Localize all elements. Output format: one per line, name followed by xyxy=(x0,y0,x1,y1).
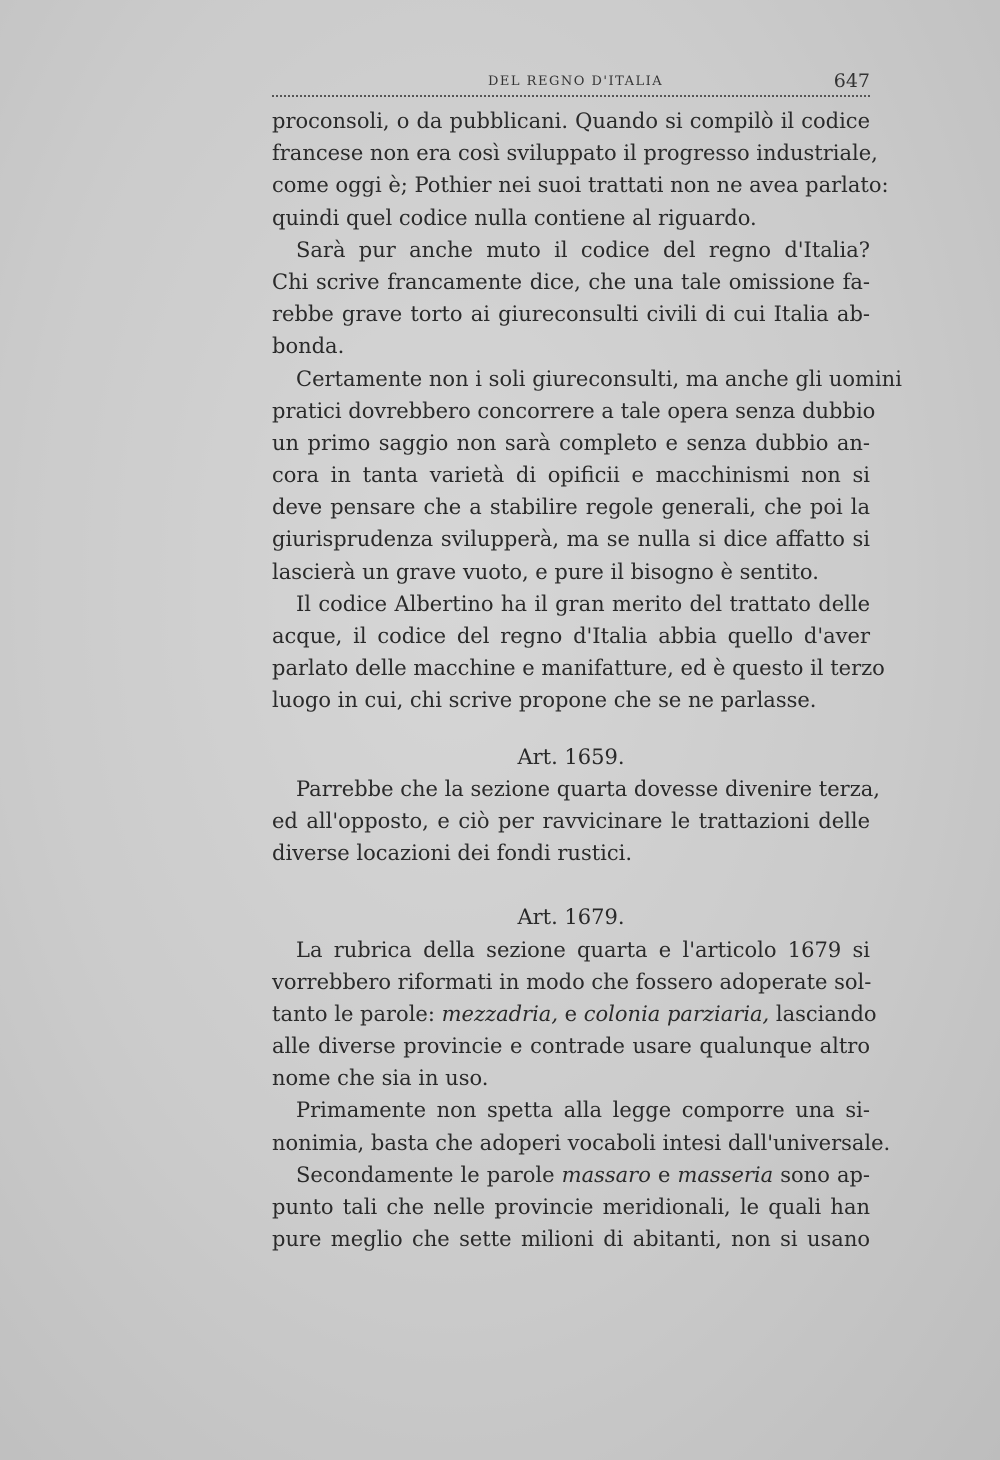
page-number: 647 xyxy=(833,70,870,92)
article-heading: Art. 1679. xyxy=(517,905,625,930)
text-line: giurisprudenza svilupperà, ma se nulla si dice affatto si xyxy=(272,527,870,552)
text-line: Primamente non spetta alla legge comporre una si- xyxy=(296,1098,870,1123)
text-run: lasciando xyxy=(769,1001,877,1026)
italic-term: massaro xyxy=(561,1162,651,1187)
text-line: proconsoli, o da pubblicani. Quando si compilò il codice xyxy=(272,109,870,133)
text-line xyxy=(272,1159,870,1191)
text-line: nome che sia in uso. xyxy=(272,1066,489,1091)
text-line: alle diverse provincie e contrade usare qualunque altro xyxy=(272,1034,870,1059)
paragraph xyxy=(272,105,889,234)
text-line: lascierà un grave vuoto, e pure il bisogno è sentito. xyxy=(272,559,819,584)
text-run: tanto le parole: xyxy=(272,1001,442,1026)
text-run: Secondamente le parole xyxy=(296,1162,562,1187)
body-text xyxy=(272,105,902,1255)
text-line: diverse locazioni dei fondi rustici. xyxy=(272,841,633,866)
spacer xyxy=(272,717,870,741)
text-run: e xyxy=(558,1001,584,1026)
italic-term: mezzadria, xyxy=(441,1001,558,1026)
text-line: Il codice Albertino ha il gran merito del trattato delle xyxy=(296,591,870,616)
article-1659 xyxy=(272,741,880,870)
text-line: Sarà pur anche muto il codice del regno d'Italia? xyxy=(296,237,870,262)
text-line: vorrebbero riformati in modo che fossero adoperate sol- xyxy=(272,969,872,994)
text-line: rebbe grave torto ai giureconsulti civili di cui Italia ab- xyxy=(272,302,870,327)
text-line: ed all'opposto, e ciò per ravvicinare le trattazioni delle xyxy=(272,808,870,833)
italic-term: masseria xyxy=(677,1162,774,1187)
text-line xyxy=(272,998,877,1030)
paragraph xyxy=(272,588,885,717)
text-line: nonimia, basta che adoperi vocaboli intesi dall'universale. xyxy=(272,1130,891,1155)
text-line: francese non era così sviluppato il progresso industriale, xyxy=(272,141,878,166)
text-run: sono ap- xyxy=(773,1162,870,1187)
header-rule xyxy=(272,95,870,97)
text-line: Certamente non i soli giureconsulti, ma anche gli uomini xyxy=(296,366,902,391)
text-line: pratici dovrebbero concorrere a tale opera senza dubbio xyxy=(272,398,876,423)
spacer xyxy=(272,869,870,901)
text-line: Chi scrive francamente dice, che una tale omissione fa- xyxy=(272,269,870,294)
text-line: come oggi è; Pothier nei suoi trattati non ne avea parlato: xyxy=(272,173,889,198)
italic-term: colonia parziaria, xyxy=(583,1001,770,1026)
text-line: deve pensare che a stabilire regole generali, che poi la xyxy=(272,495,870,520)
text-line: pure meglio che sette milioni di abitanti, non si usano xyxy=(272,1227,870,1252)
paragraph xyxy=(272,363,902,588)
text-line: acque, il codice del regno d'Italia abbia quello d'aver xyxy=(272,624,870,648)
text-line: Parrebbe che la sezione quarta dovesse divenire terza, xyxy=(296,776,880,801)
article-heading: Art. 1659. xyxy=(517,744,625,769)
article-1679 xyxy=(272,901,891,1255)
text-line: parlato delle macchine e manifatture, ed è questo il terzo xyxy=(272,656,885,681)
text-line: La rubrica della sezione quarta e l'articolo 1679 si xyxy=(296,937,870,962)
text-run: e xyxy=(650,1162,678,1187)
page-header xyxy=(272,68,870,98)
text-line: quindi quel codice nulla contiene al riguardo. xyxy=(272,205,757,230)
text-line: punto tali che nelle provincie meridionali, le quali han xyxy=(272,1195,870,1219)
paragraph xyxy=(272,234,870,363)
running-title: DEL REGNO D'ITALIA xyxy=(488,74,664,89)
text-line: bonda. xyxy=(272,334,345,359)
text-line: cora in tanta varietà di opificii e macchinismi non si xyxy=(272,463,870,488)
text-line: un primo saggio non sarà completo e senza dubbio an- xyxy=(272,430,870,455)
text-line: luogo in cui, chi scrive propone che se ne parlasse. xyxy=(272,688,817,713)
